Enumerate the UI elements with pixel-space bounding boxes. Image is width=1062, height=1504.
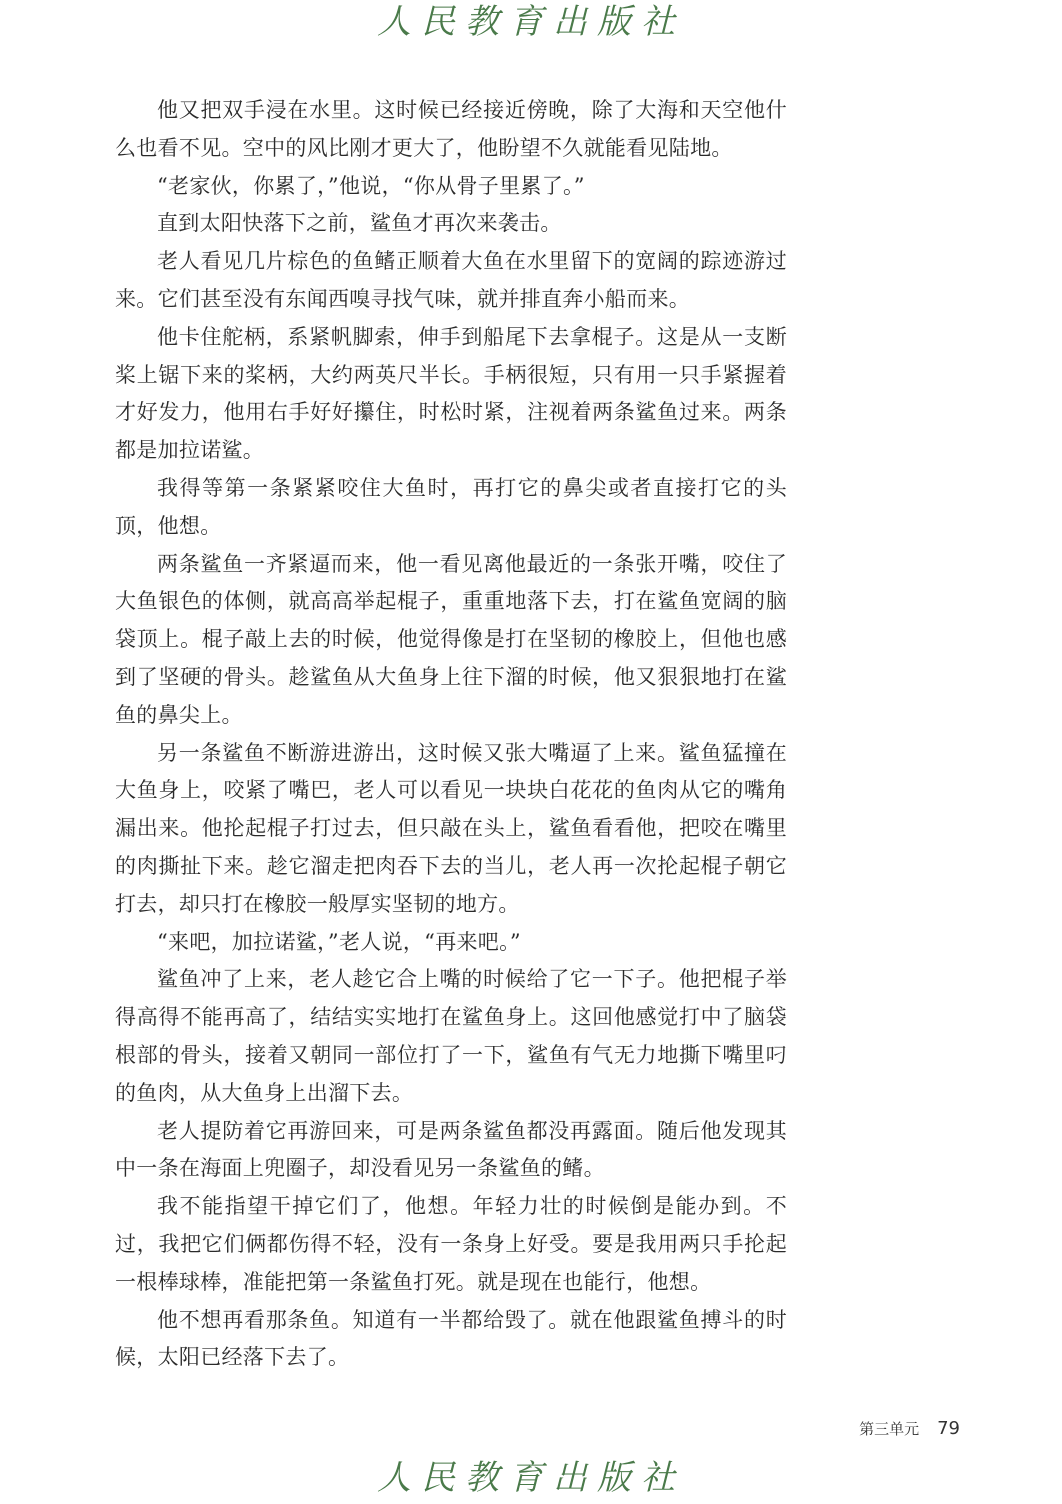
publisher-header: 人民教育出版社 <box>377 2 685 42</box>
paragraph: “老家伙，你累了，”他说，“你从骨子里累了。” <box>157 173 585 198</box>
page-footer <box>859 1418 960 1439</box>
paragraph: 他不想再看那条鱼。知道有一半都给毁了。就在他跟鲨鱼搏斗的时候，太阳已经落下去了。 <box>115 1307 787 1370</box>
paragraph: 我得等第一条紧紧咬住大鱼时，再打它的鼻尖或者直接打它的头顶，他想。 <box>115 475 787 538</box>
paragraph: 老人看见几片棕色的鱼鳍正顺着大鱼在水里留下的宽阔的踪迹游过来。它们甚至没有东闻西嗅寻找气味，就并排直奔小船而来。 <box>115 249 787 311</box>
paragraph: 我不能指望干掉它们了，他想。年轻力壮的时候倒是能办到。不过，我把它们俩都伤得不轻，没有一条身上好受。要是我用两只手抡起一根棒球棒，准能把第一条鲨鱼打死。就是现在也能行，他想。 <box>115 1194 787 1294</box>
unit-label: 第三单元 <box>859 1420 920 1438</box>
paragraph: 另一条鲨鱼不断游进游出，这时候又张大嘴逼了上来。鲨鱼猛撞在大鱼身上，咬紧了嘴巴，老人可以看见一块块白花花的鱼肉从它的嘴角漏出来。他抡起棍子打过去，但只敲在头上，鲨鱼看看他，把咬在嘴里的肉撕扯下来。趁它溜走把肉吞下去的当儿，老人再一次抡起棍子朝它打去，却只打在橡胶一般厚实坚韧的地方。 <box>115 740 787 916</box>
article-body <box>115 92 787 1377</box>
paragraph: 两条鲨鱼一齐紧逼而来，他一看见离他最近的一条张开嘴，咬住了大鱼银色的体侧，就高高举起棍子，重重地落下去，打在鲨鱼宽阔的脑袋顶上。棍子敲上去的时候，他觉得像是打在坚韧的橡胶上，但他也感到了坚硬的骨头。趁鲨鱼从大鱼身上往下溜的时候，他又狠狠地打在鲨鱼的鼻尖上。 <box>115 551 787 727</box>
paragraph: 老人提防着它再游回来，可是两条鲨鱼都没再露面。随后他发现其中一条在海面上兜圈子，却没看见另一条鲨鱼的鳍。 <box>115 1118 787 1181</box>
paragraph: 他卡住舵柄，系紧帆脚索，伸手到船尾下去拿棍子。这是从一支断桨上锯下来的桨柄，大约两英尺半长。手柄很短，只有用一只手紧握着才好发力，他用右手好好攥住，时松时紧，注视着两条鲨鱼过来。两条都是加拉诺鲨。 <box>115 324 787 463</box>
publisher-footer: 人民教育出版社 <box>377 1458 685 1498</box>
paragraph: 鲨鱼冲了上来，老人趁它合上嘴的时候给了它一下子。他把棍子举得高得不能再高了，结结实实地打在鲨鱼身上。这回他感觉打中了脑袋根部的骨头，接着又朝同一部位打了一下，鲨鱼有气无力地撕下嘴里叼的鱼肉，从大鱼身上出溜下去。 <box>115 967 787 1105</box>
page-number: 79 <box>937 1418 960 1439</box>
paragraph: “来吧，加拉诺鲨，”老人说，“再来吧。” <box>157 929 521 954</box>
paragraph: 他又把双手浸在水里。这时候已经接近傍晚，除了大海和天空他什么也看不见。空中的风比刚才更大了，他盼望不久就能看见陆地。 <box>115 98 787 160</box>
paragraph: 直到太阳快落下之前，鲨鱼才再次来袭击。 <box>157 211 562 236</box>
